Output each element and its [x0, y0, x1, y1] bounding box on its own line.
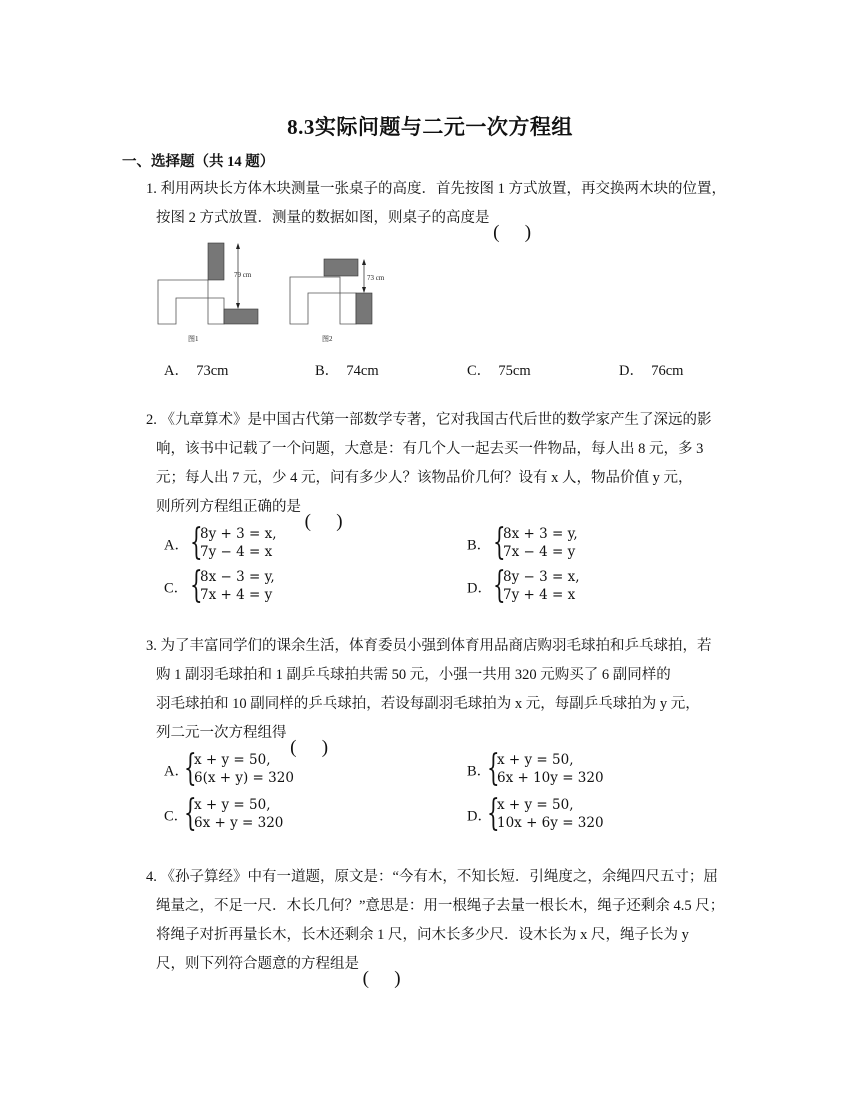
equation-line: 6x + y = 320: [194, 815, 284, 831]
option-text: 74cm: [346, 363, 379, 379]
option-text: 75cm: [498, 363, 531, 379]
option-text: 73cm: [196, 363, 229, 379]
block-upright-fig1: [208, 243, 224, 280]
question-text: 羽毛球拍和 10 副同样的乒乓球拍，若设每副羽毛球拍为 x 元，每副乒乓球拍为 y 元，: [156, 696, 700, 712]
fig2-measure-label: 73 cm: [367, 274, 385, 282]
table-outline-fig1: [158, 280, 224, 324]
equation-line: 6(x + y) = 320: [194, 770, 294, 786]
question-text: 购 1 副羽毛球拍和 1 副乒乓球拍共需 50 元，小强一共用 320 元购买了 6 副同样的: [156, 667, 671, 683]
option-b[interactable]: [315, 359, 379, 380]
question-text: 《九章算术》是中国古代第一部数学专著，它对我国古代后世的数学家产生了深远的影: [160, 412, 712, 428]
equation-line: 10x + 6y = 320: [497, 815, 604, 831]
question-text: 尺，则下列符合题意的方程组是: [156, 956, 359, 972]
equation-line: 8x − 3 = y,: [200, 569, 275, 585]
page-title: 8.3实际问题与二元一次方程组: [287, 115, 573, 139]
equation-line: 7x + 4 = y: [200, 587, 273, 603]
question-number: 3.: [146, 638, 157, 654]
equation-line: x + y = 50,: [497, 752, 574, 768]
option-c[interactable]: [467, 359, 531, 380]
option-a[interactable]: [164, 359, 228, 380]
brace-glyph: {: [487, 748, 500, 789]
option-label: A．: [164, 363, 189, 379]
equation-line: 7y + 4 = x: [503, 587, 576, 603]
fig1-caption: 图1: [188, 335, 199, 343]
question-3: [146, 632, 750, 748]
brace-glyph: {: [190, 565, 203, 606]
option-label: D．: [467, 808, 492, 825]
option-label: B．: [467, 537, 492, 554]
question-text: 元；每人出 7 元，少 4 元，问有多少人？该物品价几何？设有 x 人，物品价值 y 元，: [156, 470, 693, 486]
option-label: C．: [467, 363, 492, 379]
fig2-caption: 图2: [322, 335, 333, 343]
question-text: 利用两块长方体木块测量一张桌子的高度．首先按图 1 方式放置，再交换两木块的位置，: [160, 181, 726, 197]
question-text: 响，该书中记载了一个问题，大意是：有几个人一起去买一件物品，每人出 8 元，多 3: [156, 441, 704, 457]
question-number: 4.: [146, 869, 157, 885]
question-number: 1.: [146, 181, 157, 197]
question-text: 则所列方程组正确的是: [156, 499, 301, 515]
question-text: 列二元一次方程组得: [156, 725, 287, 741]
question-text: 将绳子对折再量长木，长木还剩余 1 尺，问木长多少尺．设木长为 x 尺，绳子长为 y: [156, 927, 689, 943]
block-flat-fig1: [224, 309, 258, 324]
option-label: B．: [467, 763, 492, 780]
option-label: D．: [619, 363, 644, 379]
section-heading: 一、选择题（共 14 题）: [122, 154, 275, 170]
equation-line: x + y = 50,: [497, 797, 574, 813]
question-text: 《孙子算经》中有一道题，原文是：“今有木，不知长短．引绳度之，余绳四尺五寸；屈: [160, 869, 718, 885]
question-1: [146, 175, 750, 233]
block-flat-fig2: [324, 259, 358, 276]
option-c[interactable]: [164, 565, 364, 606]
option-c[interactable]: [164, 793, 384, 834]
block-upright-fig2: [356, 293, 372, 324]
option-label: C．: [164, 580, 189, 597]
equation-line: 7x − 4 = y: [503, 544, 576, 560]
table-measurement-figure: [152, 240, 392, 348]
brace-glyph: {: [487, 793, 500, 834]
brace-glyph: {: [493, 565, 506, 606]
option-d[interactable]: [467, 565, 667, 606]
option-label: B．: [315, 363, 340, 379]
equation-line: 8y − 3 = x,: [503, 569, 580, 585]
equation-line: 8x + 3 = y,: [503, 526, 578, 542]
question-4: [146, 863, 750, 979]
option-d[interactable]: [619, 359, 683, 380]
option-d[interactable]: [467, 793, 687, 834]
table-outline-fig2: [290, 277, 356, 324]
brace-glyph: {: [190, 522, 203, 563]
equation-line: 6x + 10y = 320: [497, 770, 604, 786]
question-text: 绳量之，不足一尺．木长几何？”意思是：用一根绳子去量一根长木，绳子还剩余 4.5 尺；: [156, 898, 725, 914]
equation-line: 7y − 4 = x: [200, 544, 273, 560]
option-b[interactable]: [467, 748, 687, 789]
option-a[interactable]: [164, 748, 384, 789]
question-text: 按图 2 方式放置．测量的数据如图，则桌子的高度是: [156, 210, 490, 226]
equation-line: x + y = 50,: [194, 797, 271, 813]
question-number: 2.: [146, 412, 157, 428]
brace-glyph: {: [184, 748, 197, 789]
option-a[interactable]: [164, 522, 364, 563]
question-text: 为了丰富同学们的课余生活，体育委员小强到体育用品商店购羽毛球拍和乒乓球拍，若: [160, 638, 712, 654]
option-text: 76cm: [651, 363, 684, 379]
option-b[interactable]: [467, 522, 667, 563]
brace-glyph: {: [184, 793, 197, 834]
equation-line: x + y = 50,: [194, 752, 271, 768]
option-label: C．: [164, 808, 189, 825]
question-2: [146, 406, 750, 522]
equation-line: 8y + 3 = x,: [200, 526, 277, 542]
fig1-measure-label: 79 cm: [234, 271, 252, 279]
option-label: A．: [164, 537, 189, 554]
brace-glyph: {: [493, 522, 506, 563]
option-label: A．: [164, 763, 189, 780]
option-label: D．: [467, 580, 492, 597]
